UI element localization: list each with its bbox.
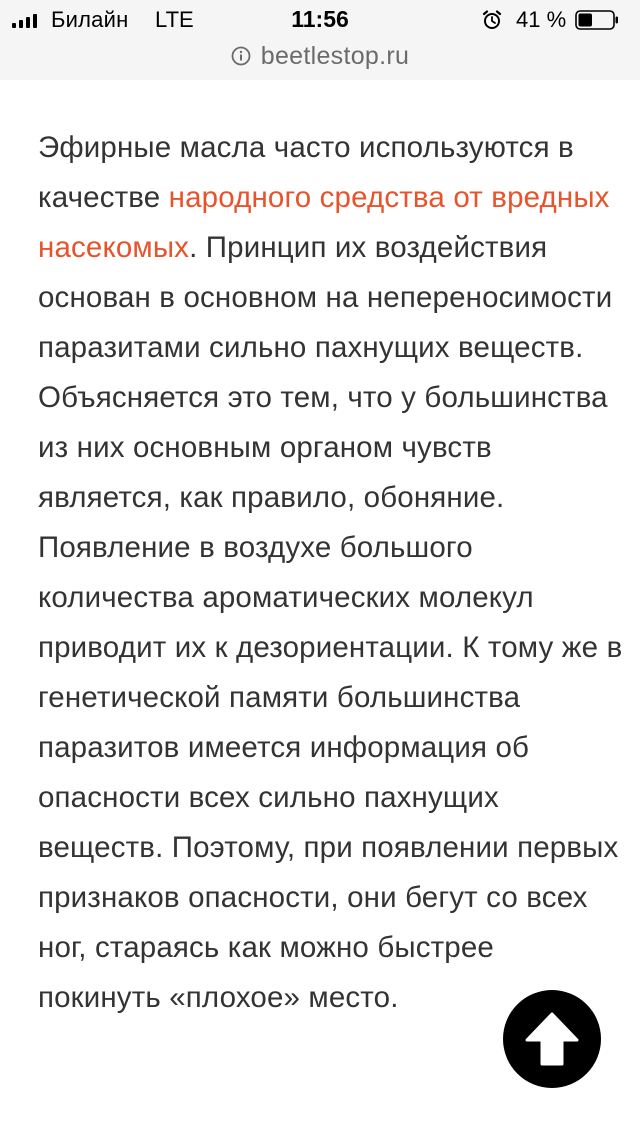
status-time: 11:56: [291, 6, 349, 32]
pest-remedies-link[interactable]: народного средства от вредных насекомых: [38, 181, 610, 264]
scroll-to-top-button[interactable]: [503, 990, 601, 1088]
url-domain[interactable]: beetlestop.ru: [260, 41, 410, 70]
status-bar: [0, 0, 640, 40]
carrier-name: Билайн: [51, 7, 129, 32]
browser-top-bar: [0, 0, 640, 80]
paragraph-text-end: . Принцип их воздействия основан в основном на непереносимости паразитами сильно пахнущих веществ. Объясняется это тем, что у большинства из них основным органом чувств является, как правило, обоняние. Появление в воздухе большого количества ароматических молекул приводит их к дезориентации. К тому же в генетической памяти большинства паразитов имеется информация об опасности всех сильно пахнущих веществ. Поэтому, при появлении первых признаков опасности, они бегут со всех ног, стараясь как можно быстрее покинуть «плохое» место.: [38, 231, 623, 1014]
info-icon[interactable]: [231, 46, 251, 66]
alarm-icon: [481, 9, 503, 31]
arrow-up-icon: [521, 1008, 583, 1070]
article-body: [38, 123, 623, 1023]
address-bar[interactable]: [0, 38, 640, 74]
paragraph-text-start: Эфирные масла часто используются в качестве: [38, 131, 574, 214]
battery-percent: 41 %: [516, 7, 567, 32]
battery-icon: [575, 10, 619, 30]
network-type: LTE: [155, 7, 194, 32]
article-paragraph: [38, 123, 623, 1023]
